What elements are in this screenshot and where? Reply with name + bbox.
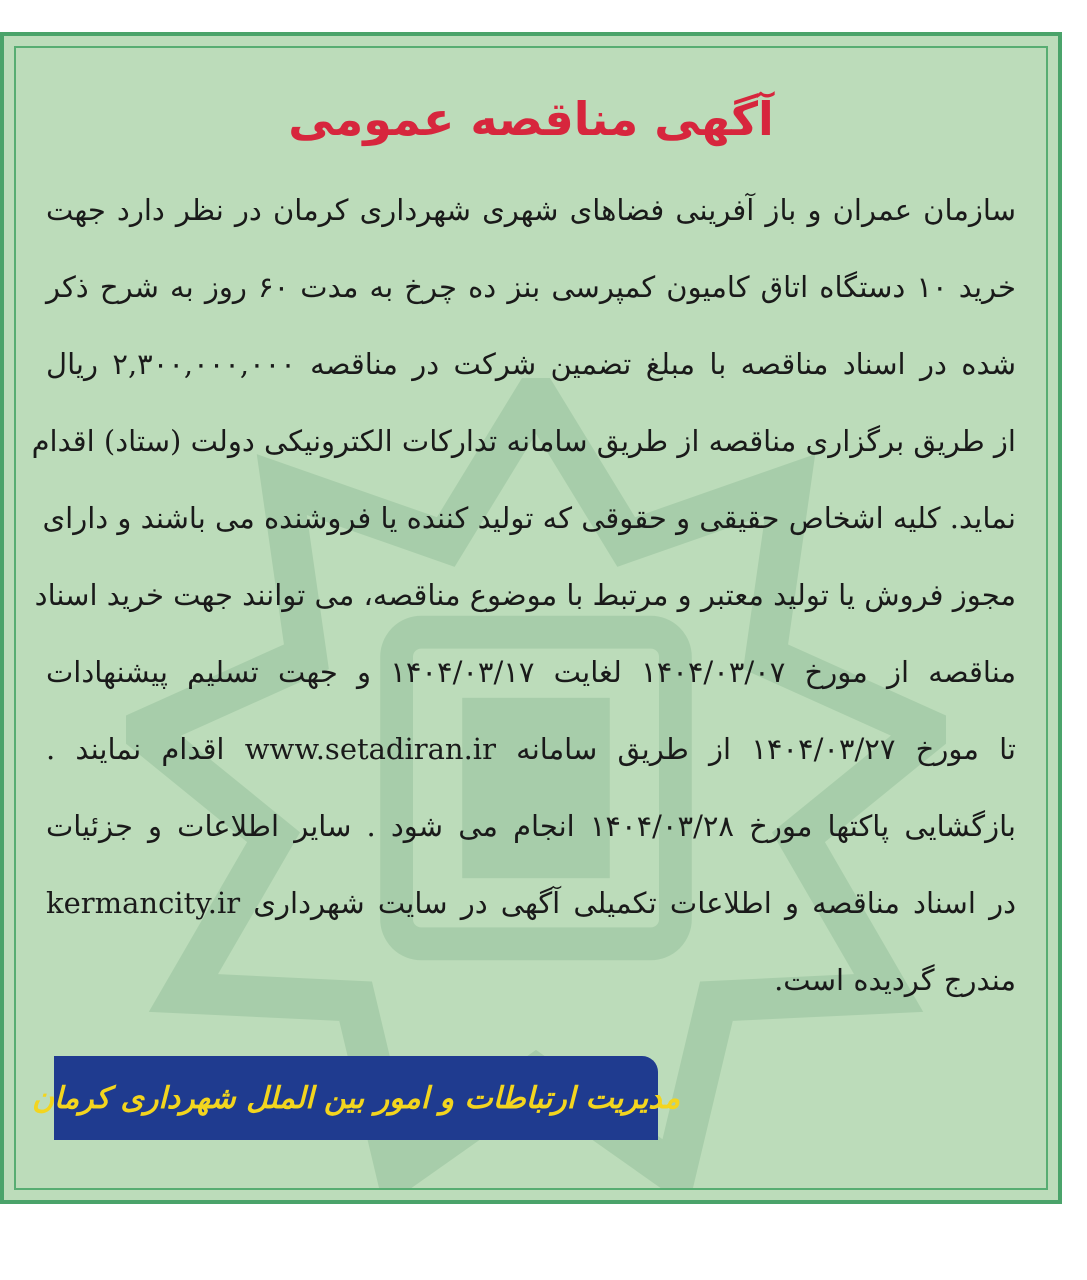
notice-line: تا مورخ ۱۴۰۴/۰۳/۲۷ از طریق سامانه www.setadiran.ir اقدام نمایند .: [46, 732, 1016, 766]
notice-line: خرید ۱۰ دستگاه اتاق کامیون کمپرسی بنز ده چرخ به مدت ۶۰ روز به شرح ذکر: [46, 270, 1016, 304]
notice-line: در اسناد مناقصه و اطلاعات تکمیلی آگهی در سایت شهرداری kermancity.ir: [46, 886, 1016, 920]
publisher-name: مدیریت ارتباطات و امور بین الملل شهرداری کرمان: [31, 1080, 681, 1116]
notice-line-last: مندرج گردیده است.: [774, 963, 1016, 997]
publisher-banner: [31, 1056, 681, 1140]
notice-frame: [0, 32, 1062, 1204]
notice-line: نماید. کلیه اشخاص حقیقی و حقوقی که تولید کننده یا فروشنده می باشند و دارای: [42, 501, 1016, 535]
notice-title: آگهی مناقصه عمومی: [288, 92, 774, 146]
notice-line: مناقصه از مورخ ۱۴۰۴/۰۳/۰۷ لغایت ۱۴۰۴/۰۳/۱۷ و جهت تسلیم پیشنهادات: [46, 655, 1016, 689]
notice-body: [31, 172, 1017, 1019]
notice-inner-border: [14, 46, 1048, 1190]
notice-line: مجوز فروش یا تولید معتبر و مرتبط با موضوع مناقصه، می توانند جهت خرید اسناد: [34, 578, 1016, 612]
notice-line: شده در اسناد مناقصه با مبلغ تضمین شرکت در مناقصه ۲,۳۰۰,۰۰۰,۰۰۰ ریال: [46, 347, 1017, 381]
notice-line: از طریق برگزاری مناقصه از طریق سامانه تدارکات الکترونیکی دولت (ستاد) اقدام: [31, 424, 1016, 458]
notice-line: بازگشایی پاکتها مورخ ۱۴۰۴/۰۳/۲۸ انجام می شود . سایر اطلاعات و جزئیات: [46, 809, 1017, 843]
notice-line: سازمان عمران و باز آفرینی فضاهای شهری شهرداری کرمان در نظر دارد جهت: [46, 193, 1016, 227]
